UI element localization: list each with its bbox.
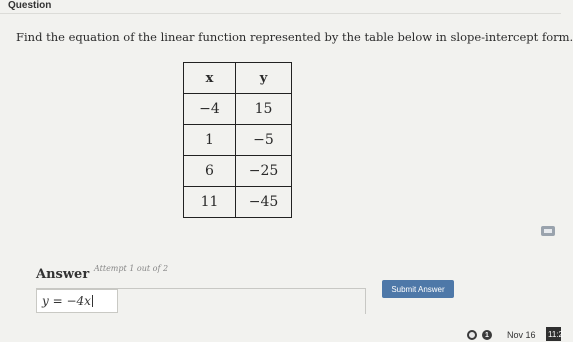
- table-cell-y: −45: [236, 187, 292, 218]
- table-cell-x: −4: [184, 94, 236, 125]
- notification-badge[interactable]: 1: [482, 330, 492, 340]
- taskbar-time[interactable]: 11:2: [546, 327, 561, 341]
- text-caret: [92, 295, 93, 307]
- table-header-row: [184, 63, 292, 94]
- record-icon[interactable]: [467, 330, 477, 340]
- submit-answer-button[interactable]: Submit Answer: [382, 280, 454, 298]
- question-header: Question: [8, 0, 52, 11]
- table-cell-y: −25: [236, 156, 292, 187]
- column-header-y: y: [236, 63, 292, 94]
- attempt-counter: Attempt 1 out of 2: [94, 264, 169, 273]
- answer-label: Answer: [36, 267, 90, 282]
- table-row: [184, 156, 292, 187]
- answer-input-value: y = −4x: [42, 294, 91, 308]
- question-prompt: Find the equation of the linear function represented by the table below in slope-intercept form.: [16, 30, 573, 44]
- table-cell-x: 11: [184, 187, 236, 218]
- table-cell-y: −5: [236, 125, 292, 156]
- taskbar: [0, 326, 561, 342]
- table-cell-x: 6: [184, 156, 236, 187]
- answer-box-border-right: [365, 288, 366, 314]
- calculator-icon[interactable]: [541, 226, 555, 236]
- table-cell-x: 1: [184, 125, 236, 156]
- table-row: [184, 187, 292, 218]
- header-divider: [0, 13, 561, 14]
- table-row: [184, 94, 292, 125]
- column-header-x: x: [184, 63, 236, 94]
- answer-input[interactable]: [36, 289, 118, 313]
- table-cell-y: 15: [236, 94, 292, 125]
- taskbar-date[interactable]: Nov 16: [507, 330, 536, 340]
- table-row: [184, 125, 292, 156]
- xy-table: [183, 62, 292, 218]
